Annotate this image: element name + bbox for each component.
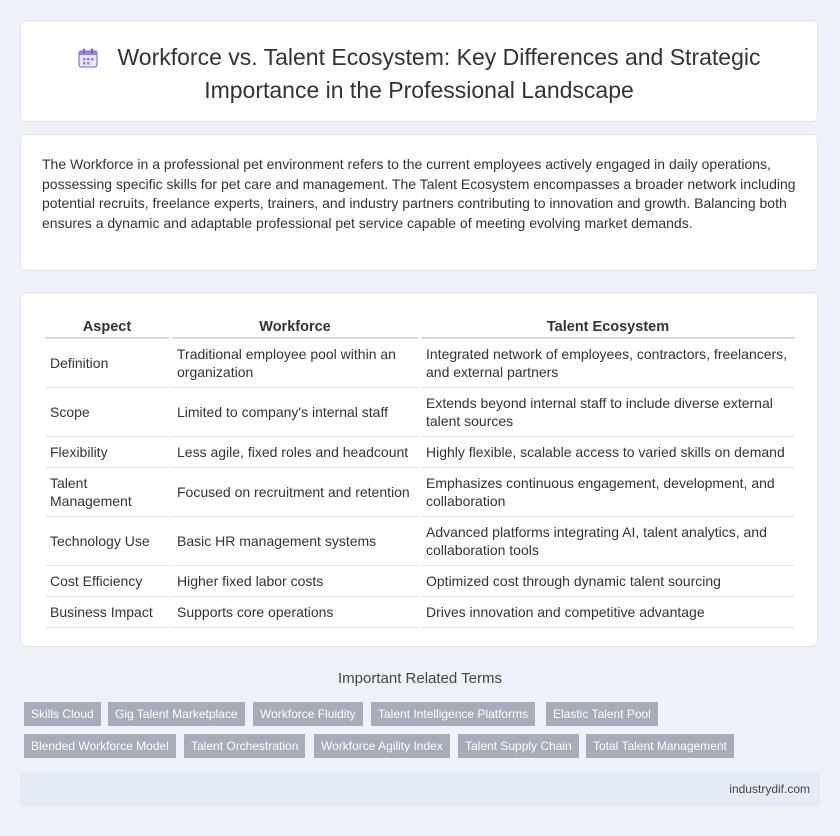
related-tag[interactable]: Talent Orchestration (184, 734, 305, 758)
table-cell: Integrated network of employees, contractors, freelancers, and external partners (421, 339, 795, 388)
title-line-2: Importance in the Professional Landscape (204, 77, 634, 103)
table-cell: Scope (45, 388, 169, 437)
comparison-table (42, 317, 798, 628)
title-line-1: Workforce vs. Talent Ecosystem: Key Differences and Strategic (117, 44, 761, 70)
table-cell: Focused on recruitment and retention (172, 468, 418, 517)
table-row (45, 437, 795, 468)
related-tag[interactable]: Talent Supply Chain (458, 734, 579, 758)
related-tag[interactable]: Blended Workforce Model (24, 734, 176, 758)
related-terms-title: Important Related Terms (338, 670, 502, 687)
table-cell: Supports core operations (172, 597, 418, 628)
calendar-icon (77, 47, 99, 76)
table-cell: Flexibility (45, 437, 169, 468)
header-aspect: Aspect (45, 317, 169, 339)
page-title (21, 43, 817, 105)
table-cell: Business Impact (45, 597, 169, 628)
footer-bar (20, 772, 820, 806)
footer-site[interactable]: industrydif.com (729, 782, 810, 796)
header-workforce: Workforce (172, 317, 418, 339)
table-cell: Definition (45, 339, 169, 388)
table-row (45, 339, 795, 388)
table-cell: Extends beyond internal staff to include diverse external talent sources (421, 388, 795, 437)
related-tag[interactable]: Gig Talent Marketplace (108, 702, 245, 726)
table-cell: Less agile, fixed roles and headcount (172, 437, 418, 468)
table-cell: Higher fixed labor costs (172, 566, 418, 597)
related-tag[interactable]: Talent Intelligence Platforms (371, 702, 535, 726)
table-cell: Technology Use (45, 517, 169, 566)
related-tag[interactable]: Skills Cloud (24, 702, 101, 726)
related-tag[interactable]: Total Talent Management (586, 734, 734, 758)
table-row (45, 468, 795, 517)
table-cell: Highly flexible, scalable access to varied skills on demand (421, 437, 795, 468)
table-cell: Emphasizes continuous engagement, development, and collaboration (421, 468, 795, 517)
table-cell: Drives innovation and competitive advantage (421, 597, 795, 628)
intro-paragraph: The Workforce in a professional pet environment refers to the current employees actively engaged in daily operations, possessing specific skills for pet care and management. The Talent Ecosystem encompasses a broader network including potential recruits, freelance experts, trainers, and industry partners contributing to innovation and growth. Balancing both ensures a dynamic and adaptable professional pet service capable of meeting evolving market demands. (42, 156, 796, 231)
table-cell: Talent Management (45, 468, 169, 517)
related-tag[interactable]: Workforce Agility Index (314, 734, 450, 758)
table-cell: Traditional employee pool within an organization (172, 339, 418, 388)
intro-card (20, 134, 818, 271)
table-row (45, 388, 795, 437)
table-cell: Cost Efficiency (45, 566, 169, 597)
table-header-row (45, 317, 795, 339)
table-cell: Limited to company's internal staff (172, 388, 418, 437)
related-tag[interactable]: Elastic Talent Pool (546, 702, 658, 726)
table-cell: Optimized cost through dynamic talent sourcing (421, 566, 795, 597)
header-talent-ecosystem: Talent Ecosystem (421, 317, 795, 339)
title-card (20, 20, 818, 122)
table-row (45, 566, 795, 597)
table-row (45, 597, 795, 628)
table-cell: Basic HR management systems (172, 517, 418, 566)
related-tag[interactable]: Workforce Fluidity (253, 702, 363, 726)
table-row (45, 517, 795, 566)
comparison-card (20, 292, 818, 647)
table-cell: Advanced platforms integrating AI, talent analytics, and collaboration tools (421, 517, 795, 566)
